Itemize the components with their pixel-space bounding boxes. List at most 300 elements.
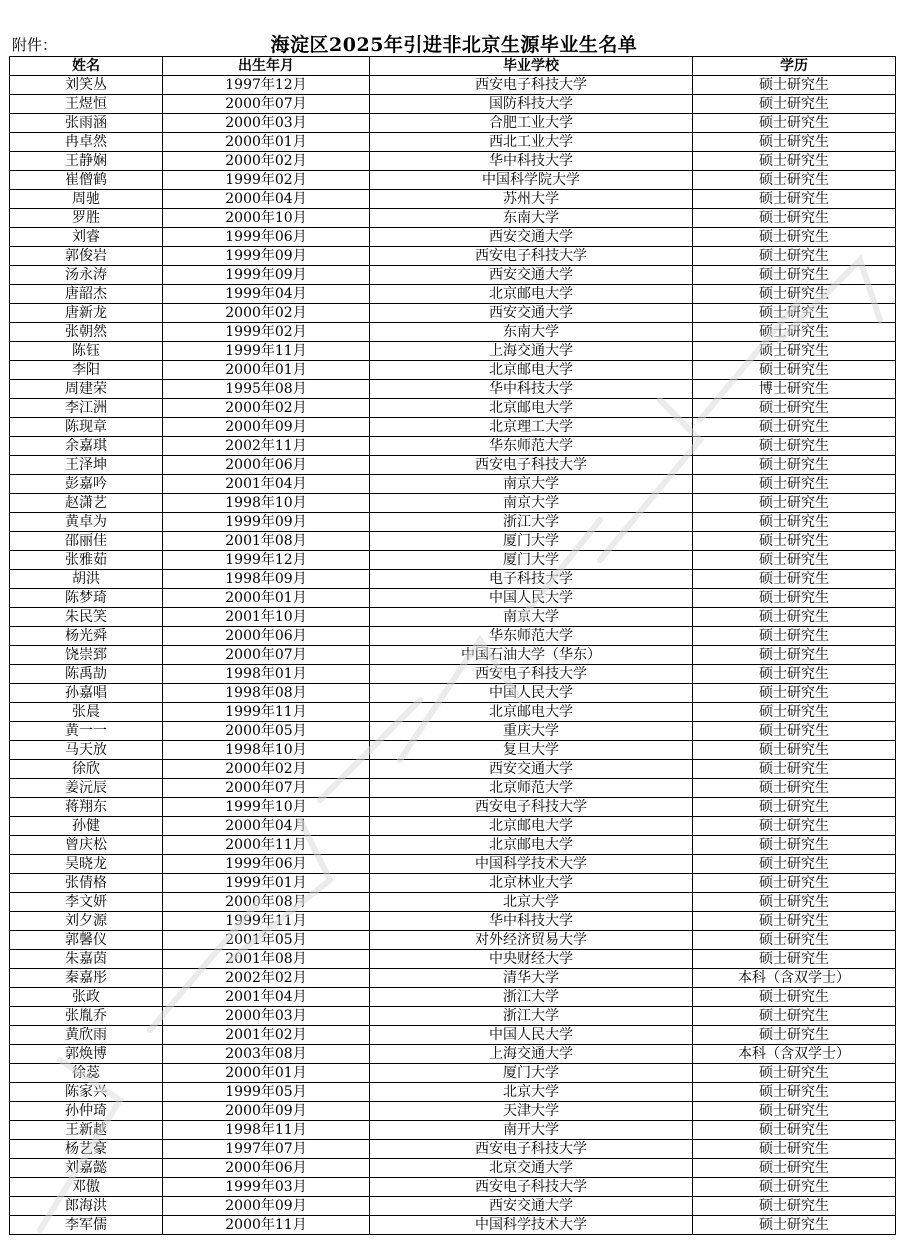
cell-degree: 硕士研究生 [693,893,896,912]
table-row [10,1159,896,1178]
cell-school: 西安电子科技大学 [370,798,693,817]
table-row [10,760,896,779]
cell-name: 王静娴 [10,152,163,171]
cell-school: 北京交通大学 [370,1159,693,1178]
cell-birth-date: 2002年02月 [163,969,370,988]
table-row [10,266,896,285]
cell-degree: 硕士研究生 [693,1102,896,1121]
cell-school: 北京师范大学 [370,779,693,798]
cell-name: 马天放 [10,741,163,760]
cell-name: 郭焕博 [10,1045,163,1064]
cell-name: 唐韶杰 [10,285,163,304]
cell-degree: 硕士研究生 [693,836,896,855]
cell-degree: 硕士研究生 [693,798,896,817]
cell-degree: 博士研究生 [693,380,896,399]
column-header-degree: 学历 [693,57,896,76]
cell-name: 王煜恒 [10,95,163,114]
cell-school: 西安电子科技大学 [370,1178,693,1197]
cell-birth-date: 2000年02月 [163,152,370,171]
table-row [10,152,896,171]
cell-degree: 硕士研究生 [693,1197,896,1216]
cell-birth-date: 2000年04月 [163,190,370,209]
cell-school: 南开大学 [370,1121,693,1140]
cell-school: 电子科技大学 [370,570,693,589]
cell-degree: 硕士研究生 [693,171,896,190]
cell-name: 张胤乔 [10,1007,163,1026]
cell-name: 孙嘉唱 [10,684,163,703]
cell-school: 华东师范大学 [370,437,693,456]
cell-name: 周建荣 [10,380,163,399]
cell-name: 周驰 [10,190,163,209]
cell-name: 邓傲 [10,1178,163,1197]
table-row [10,171,896,190]
cell-degree: 硕士研究生 [693,627,896,646]
cell-name: 汤永涛 [10,266,163,285]
table-row [10,608,896,627]
cell-birth-date: 2001年04月 [163,988,370,1007]
cell-name: 李阳 [10,361,163,380]
table-row [10,133,896,152]
cell-school: 西安交通大学 [370,266,693,285]
cell-birth-date: 2001年10月 [163,608,370,627]
cell-birth-date: 2000年01月 [163,361,370,380]
cell-school: 复旦大学 [370,741,693,760]
table-row [10,190,896,209]
cell-birth-date: 1998年01月 [163,665,370,684]
table-row [10,1083,896,1102]
cell-degree: 硕士研究生 [693,133,896,152]
cell-birth-date: 2000年05月 [163,722,370,741]
table-row [10,950,896,969]
cell-school: 北京大学 [370,1083,693,1102]
cell-birth-date: 1999年03月 [163,1178,370,1197]
cell-name: 张朝然 [10,323,163,342]
cell-name: 邵丽佳 [10,532,163,551]
cell-school: 中国人民大学 [370,684,693,703]
cell-degree: 硕士研究生 [693,570,896,589]
cell-degree: 硕士研究生 [693,304,896,323]
cell-birth-date: 1998年10月 [163,494,370,513]
cell-school: 北京邮电大学 [370,836,693,855]
cell-name: 徐蕊 [10,1064,163,1083]
cell-birth-date: 2003年08月 [163,1045,370,1064]
cell-school: 北京邮电大学 [370,285,693,304]
column-header-birth-date: 出生年月 [163,57,370,76]
cell-name: 郭馨仪 [10,931,163,950]
cell-birth-date: 1999年01月 [163,874,370,893]
cell-name: 朱民笑 [10,608,163,627]
cell-birth-date: 2000年09月 [163,1197,370,1216]
cell-birth-date: 1998年11月 [163,1121,370,1140]
cell-degree: 硕士研究生 [693,1178,896,1197]
cell-school: 上海交通大学 [370,342,693,361]
cell-name: 唐新龙 [10,304,163,323]
document-title: 海淀区2025年引进非北京生源毕业生名单 [270,34,638,56]
cell-school: 北京林业大学 [370,874,693,893]
cell-school: 西安电子科技大学 [370,76,693,95]
cell-school: 西安交通大学 [370,304,693,323]
table-row [10,1140,896,1159]
table-row [10,741,896,760]
cell-degree: 硕士研究生 [693,228,896,247]
table-row [10,589,896,608]
cell-name: 陈梦琦 [10,589,163,608]
cell-degree: 硕士研究生 [693,361,896,380]
table-row [10,1064,896,1083]
table-row [10,1045,896,1064]
table-row [10,1216,896,1235]
cell-degree: 硕士研究生 [693,950,896,969]
cell-school: 对外经济贸易大学 [370,931,693,950]
cell-school: 北京大学 [370,893,693,912]
table-row [10,95,896,114]
table-row [10,247,896,266]
cell-degree: 硕士研究生 [693,874,896,893]
cell-school: 中国人民大学 [370,1026,693,1045]
cell-birth-date: 2000年06月 [163,627,370,646]
cell-school: 北京邮电大学 [370,817,693,836]
cell-degree: 硕士研究生 [693,1026,896,1045]
cell-name: 姜沅辰 [10,779,163,798]
table-row [10,969,896,988]
cell-school: 北京理工大学 [370,418,693,437]
cell-birth-date: 1999年09月 [163,266,370,285]
cell-birth-date: 1999年04月 [163,285,370,304]
cell-school: 北京邮电大学 [370,703,693,722]
table-header-row [10,57,896,76]
table-row [10,1026,896,1045]
cell-school: 北京邮电大学 [370,361,693,380]
cell-name: 余嘉琪 [10,437,163,456]
cell-birth-date: 2000年07月 [163,646,370,665]
cell-school: 浙江大学 [370,513,693,532]
cell-birth-date: 2000年02月 [163,304,370,323]
cell-name: 彭嘉吟 [10,475,163,494]
column-header-school: 毕业学校 [370,57,693,76]
table-row [10,399,896,418]
graduate-list-table [9,56,896,1235]
cell-degree: 硕士研究生 [693,456,896,475]
cell-birth-date: 2000年04月 [163,817,370,836]
cell-birth-date: 1998年08月 [163,684,370,703]
table-row [10,1178,896,1197]
table-row [10,855,896,874]
table-row [10,722,896,741]
cell-school: 浙江大学 [370,1007,693,1026]
cell-degree: 硕士研究生 [693,95,896,114]
cell-school: 华中科技大学 [370,152,693,171]
cell-school: 东南大学 [370,323,693,342]
cell-birth-date: 1999年05月 [163,1083,370,1102]
cell-school: 西安电子科技大学 [370,665,693,684]
cell-birth-date: 2000年08月 [163,893,370,912]
cell-name: 罗胜 [10,209,163,228]
table-row [10,703,896,722]
cell-name: 张政 [10,988,163,1007]
table-row [10,418,896,437]
table-row [10,1102,896,1121]
cell-name: 曾庆松 [10,836,163,855]
cell-degree: 硕士研究生 [693,1121,896,1140]
cell-degree: 硕士研究生 [693,437,896,456]
cell-birth-date: 2000年07月 [163,779,370,798]
cell-school: 西安交通大学 [370,1197,693,1216]
cell-birth-date: 1999年11月 [163,703,370,722]
table-row [10,380,896,399]
table-row [10,646,896,665]
cell-name: 郭俊岩 [10,247,163,266]
cell-degree: 硕士研究生 [693,76,896,95]
cell-school: 西安电子科技大学 [370,1140,693,1159]
table-row [10,285,896,304]
table-row [10,570,896,589]
cell-name: 张晨 [10,703,163,722]
cell-name: 黄卓为 [10,513,163,532]
cell-birth-date: 1999年09月 [163,513,370,532]
cell-birth-date: 1999年02月 [163,323,370,342]
cell-birth-date: 1998年09月 [163,570,370,589]
cell-name: 黄一一 [10,722,163,741]
cell-birth-date: 1999年02月 [163,171,370,190]
cell-school: 国防科技大学 [370,95,693,114]
cell-birth-date: 1995年08月 [163,380,370,399]
cell-birth-date: 2000年01月 [163,1064,370,1083]
cell-degree: 硕士研究生 [693,513,896,532]
cell-degree: 硕士研究生 [693,665,896,684]
cell-degree: 硕士研究生 [693,760,896,779]
cell-birth-date: 1999年06月 [163,855,370,874]
table-row [10,931,896,950]
cell-birth-date: 2000年09月 [163,418,370,437]
cell-school: 重庆大学 [370,722,693,741]
cell-name: 李文妍 [10,893,163,912]
table-row [10,874,896,893]
cell-degree: 硕士研究生 [693,1216,896,1235]
cell-name: 张雨涵 [10,114,163,133]
cell-degree: 硕士研究生 [693,494,896,513]
cell-name: 李江洲 [10,399,163,418]
cell-school: 厦门大学 [370,1064,693,1083]
cell-degree: 硕士研究生 [693,532,896,551]
cell-birth-date: 2001年02月 [163,1026,370,1045]
cell-name: 张倩格 [10,874,163,893]
table-row [10,893,896,912]
cell-birth-date: 2000年01月 [163,589,370,608]
cell-name: 吴晓龙 [10,855,163,874]
cell-name: 崔僧鹤 [10,171,163,190]
cell-school: 北京邮电大学 [370,399,693,418]
cell-degree: 硕士研究生 [693,608,896,627]
cell-name: 黄欣雨 [10,1026,163,1045]
cell-school: 华东师范大学 [370,627,693,646]
cell-birth-date: 2000年11月 [163,1216,370,1235]
cell-name: 陈钰 [10,342,163,361]
cell-degree: 硕士研究生 [693,114,896,133]
cell-name: 刘嘉懿 [10,1159,163,1178]
cell-name: 刘睿 [10,228,163,247]
cell-birth-date: 1999年06月 [163,228,370,247]
cell-birth-date: 2000年10月 [163,209,370,228]
cell-degree: 硕士研究生 [693,247,896,266]
cell-school: 西安交通大学 [370,228,693,247]
cell-degree: 硕士研究生 [693,817,896,836]
cell-degree: 硕士研究生 [693,342,896,361]
table-row [10,456,896,475]
cell-school: 中国人民大学 [370,589,693,608]
cell-degree: 硕士研究生 [693,1140,896,1159]
cell-birth-date: 1997年07月 [163,1140,370,1159]
cell-degree: 硕士研究生 [693,912,896,931]
cell-school: 西北工业大学 [370,133,693,152]
cell-name: 秦嘉彤 [10,969,163,988]
table-row [10,551,896,570]
cell-birth-date: 1999年10月 [163,798,370,817]
cell-name: 孙仲琦 [10,1102,163,1121]
cell-name: 张雅茹 [10,551,163,570]
cell-school: 清华大学 [370,969,693,988]
cell-school: 华中科技大学 [370,912,693,931]
cell-name: 陈家兴 [10,1083,163,1102]
cell-degree: 硕士研究生 [693,152,896,171]
cell-birth-date: 1999年11月 [163,342,370,361]
cell-degree: 硕士研究生 [693,190,896,209]
cell-birth-date: 1997年12月 [163,76,370,95]
cell-birth-date: 1998年10月 [163,741,370,760]
cell-school: 上海交通大学 [370,1045,693,1064]
cell-name: 赵潇艺 [10,494,163,513]
table-row [10,114,896,133]
cell-name: 陈现章 [10,418,163,437]
cell-school: 南京大学 [370,475,693,494]
cell-school: 中国科学技术大学 [370,855,693,874]
cell-degree: 硕士研究生 [693,1064,896,1083]
table-row [10,342,896,361]
cell-school: 西安电子科技大学 [370,247,693,266]
page-header [0,0,908,56]
cell-name: 刘笑丛 [10,76,163,95]
table-row [10,532,896,551]
cell-degree: 本科（含双学士） [693,969,896,988]
cell-degree: 硕士研究生 [693,703,896,722]
cell-name: 杨艺豪 [10,1140,163,1159]
cell-degree: 硕士研究生 [693,1083,896,1102]
cell-degree: 硕士研究生 [693,551,896,570]
table-row [10,361,896,380]
cell-birth-date: 2000年01月 [163,133,370,152]
cell-birth-date: 2001年08月 [163,532,370,551]
cell-name: 王泽坤 [10,456,163,475]
cell-degree: 硕士研究生 [693,855,896,874]
cell-birth-date: 2000年02月 [163,399,370,418]
attachment-label: 附件： [12,36,58,54]
cell-birth-date: 2000年03月 [163,1007,370,1026]
cell-degree: 硕士研究生 [693,418,896,437]
cell-degree: 硕士研究生 [693,209,896,228]
cell-name: 孙健 [10,817,163,836]
cell-school: 中央财经大学 [370,950,693,969]
cell-degree: 硕士研究生 [693,1007,896,1026]
table-row [10,304,896,323]
cell-name: 王新越 [10,1121,163,1140]
cell-birth-date: 2000年11月 [163,836,370,855]
cell-name: 刘夕源 [10,912,163,931]
cell-name: 蒋翔东 [10,798,163,817]
cell-name: 陈禹劼 [10,665,163,684]
column-header-name: 姓名 [10,57,163,76]
cell-degree: 硕士研究生 [693,399,896,418]
table-row [10,684,896,703]
cell-school: 厦门大学 [370,532,693,551]
cell-name: 李军儒 [10,1216,163,1235]
cell-birth-date: 1999年12月 [163,551,370,570]
table-row [10,798,896,817]
cell-degree: 硕士研究生 [693,1159,896,1178]
cell-school: 中国石油大学（华东） [370,646,693,665]
cell-birth-date: 2001年05月 [163,931,370,950]
table-row [10,475,896,494]
cell-school: 南京大学 [370,494,693,513]
table-row [10,209,896,228]
table-row [10,494,896,513]
cell-school: 厦门大学 [370,551,693,570]
cell-school: 苏州大学 [370,190,693,209]
cell-school: 华中科技大学 [370,380,693,399]
cell-birth-date: 2000年02月 [163,760,370,779]
cell-birth-date: 2000年09月 [163,1102,370,1121]
cell-degree: 硕士研究生 [693,646,896,665]
table-row [10,817,896,836]
table-row [10,1197,896,1216]
cell-name: 冉卓然 [10,133,163,152]
table-row [10,1007,896,1026]
table-row [10,513,896,532]
cell-name: 饶崇郅 [10,646,163,665]
cell-degree: 硕士研究生 [693,931,896,950]
table-row [10,988,896,1007]
cell-degree: 硕士研究生 [693,475,896,494]
cell-degree: 硕士研究生 [693,323,896,342]
cell-name: 郎海洪 [10,1197,163,1216]
cell-name: 杨光舜 [10,627,163,646]
cell-birth-date: 2000年06月 [163,1159,370,1178]
table-row [10,912,896,931]
cell-name: 胡洪 [10,570,163,589]
cell-school: 东南大学 [370,209,693,228]
table-body [10,76,896,1235]
table-row [10,323,896,342]
table-row [10,1121,896,1140]
cell-degree: 硕士研究生 [693,684,896,703]
cell-birth-date: 2002年11月 [163,437,370,456]
cell-degree: 硕士研究生 [693,741,896,760]
cell-birth-date: 2000年06月 [163,456,370,475]
cell-birth-date: 2000年07月 [163,95,370,114]
table-row [10,779,896,798]
cell-school: 浙江大学 [370,988,693,1007]
table-row [10,228,896,247]
cell-birth-date: 2001年08月 [163,950,370,969]
cell-degree: 硕士研究生 [693,266,896,285]
cell-school: 天津大学 [370,1102,693,1121]
table-row [10,437,896,456]
cell-degree: 本科（含双学士） [693,1045,896,1064]
table-row [10,76,896,95]
cell-birth-date: 2001年04月 [163,475,370,494]
cell-birth-date: 2000年03月 [163,114,370,133]
cell-school: 中国科学技术大学 [370,1216,693,1235]
cell-school: 西安电子科技大学 [370,456,693,475]
cell-degree: 硕士研究生 [693,779,896,798]
